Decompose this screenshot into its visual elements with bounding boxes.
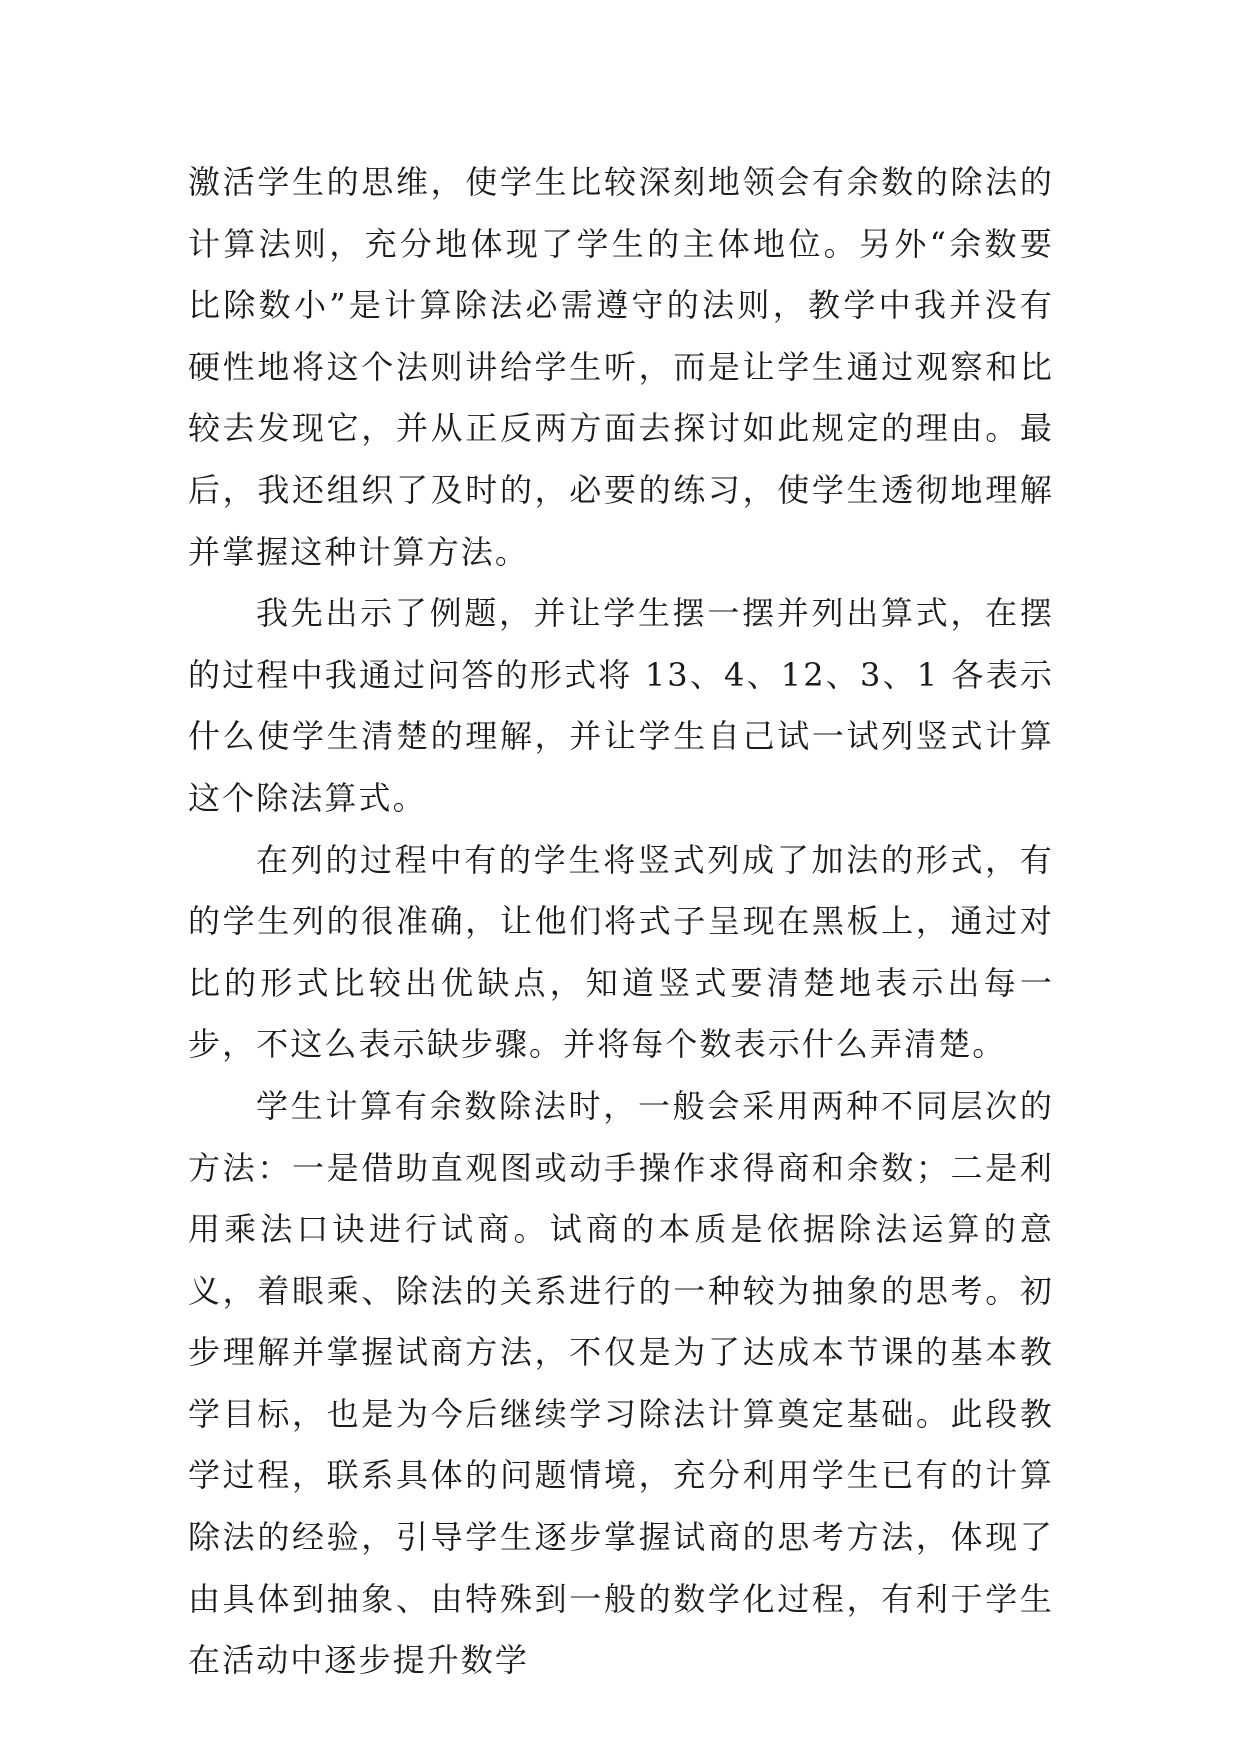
paragraph-continued: 激活学生的思维，使学生比较深刻地领会有余数的除法的计算法则，充分地体现了学生的主体地位。另外“余数要比除数小”是计算除法必需遵守的法则，教学中我并没有硬性地将这个法则讲给学生听，而是让学生通过观察和比较去发现它，并从正反两方面去探讨如此规定的理由。最后，我还组织了及时的，必要的练习，使学生透彻地理解并掌握这种计算方法。 [188,163,1054,571]
document-body [188,152,1054,1692]
paragraph-trial-quotient: 学生计算有余数除法时，一般会采用两种不同层次的方法：一是借助直观图或动手操作求得商和余数；二是利用乘法口诀进行试商。试商的本质是依据除法运算的意义，着眼乘、除法的关系进行的一种较为抽象的思考。初步理解并掌握试商方法，不仅是为了达成本节课的基本教学目标，也是为今后继续学习除法计算奠定基础。此段教学过程，联系具体的问题情境，充分利用学生已有的计算除法的经验，引导学生逐步掌握试商的思考方法，体现了由具体到抽象、由特殊到一般的数学化过程，有利于学生在活动中逐步提升数学 [188,1086,1054,1680]
paragraph-example: 我先出示了例题，并让学生摆一摆并列出算式，在摆的过程中我通过问答的形式将 13、4、12、3、1 各表示什么使学生清楚的理解，并让学生自己试一试列竖式计算这个除法算式。 [188,594,1054,817]
paragraph-vertical-form: 在列的过程中有的学生将竖式列成了加法的形式，有的学生列的很准确，让他们将式子呈现在黑板上，通过对比的形式比较出优缺点，知道竖式要清楚地表示出每一步，不这么表示缺步骤。并将每个数表示什么弄清楚。 [188,840,1054,1064]
